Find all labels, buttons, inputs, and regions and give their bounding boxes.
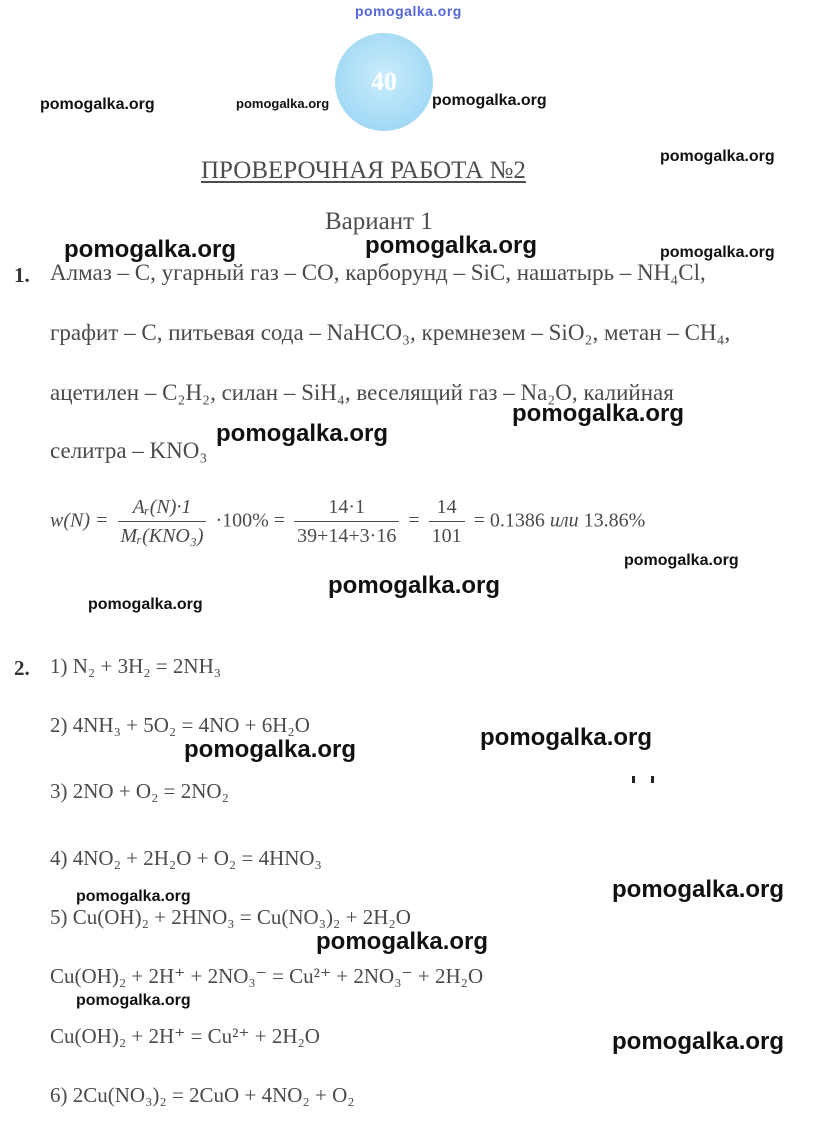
speck-mark	[651, 776, 654, 783]
watermark: pomogalka.org	[184, 736, 357, 763]
equation-3: 3) 2NO + O₂ = 2NO₂	[50, 779, 229, 803]
watermark: pomogalka.org	[612, 876, 785, 903]
question-1-line-1: Алмаз – C, угарный газ – CO, карборунд – SiC, нашатырь – NH₄Cl,	[50, 260, 706, 285]
watermark: pomogalka.org	[624, 552, 739, 569]
watermark: pomogalka.org	[612, 1028, 785, 1055]
fraction-3-numerator: 14	[429, 496, 465, 522]
equation-2: 2) 4NH₃ + 5O₂ = 4NO + 6H₂O	[50, 713, 310, 737]
watermark: pomogalka.org	[76, 992, 191, 1009]
question-2-number: 2.	[14, 656, 30, 680]
watermark: pomogalka.org	[236, 96, 330, 111]
top-site-link[interactable]: pomogalka.org	[355, 3, 462, 19]
formula-percent: 13.86%	[583, 509, 646, 532]
watermark: pomogalka.org	[64, 236, 237, 263]
formula-multiplier: ·100% =	[215, 509, 286, 532]
page-number: 40	[371, 67, 397, 96]
question-1-line-3: ацетилен – C₂H₂, силан – SiH₄, веселящий газ – Na₂O, калийная	[50, 380, 674, 405]
fraction-3	[429, 496, 465, 548]
formula-or: или	[549, 509, 579, 532]
equation-1: 1) N₂ + 3H₂ = 2NH₃	[50, 654, 222, 678]
mass-fraction-formula	[50, 496, 645, 548]
formula-lhs: w(N) =	[50, 509, 109, 532]
fraction-3-denominator: 101	[431, 525, 462, 547]
variant-heading: Вариант 1	[325, 208, 433, 235]
formula-equals: =	[408, 509, 420, 532]
fraction-1	[118, 496, 207, 548]
equation-5: 5) Cu(OH)₂ + 2HNO₃ = Cu(NO₃)₂ + 2H₂O	[50, 905, 411, 929]
fraction-1-numerator: Aᵣ(N)·1	[118, 496, 207, 522]
watermark: pomogalka.org	[40, 96, 155, 113]
question-1-line-4: селитра – KNO₃	[50, 438, 208, 463]
equation-5-full-ionic: Cu(OH)₂ + 2H⁺ + 2NO₃⁻ = Cu²⁺ + 2NO₃⁻ + 2H₂O	[50, 964, 484, 988]
fraction-2-denominator: 39+14+3·16	[297, 525, 397, 547]
watermark: pomogalka.org	[480, 724, 653, 751]
watermark: pomogalka.org	[365, 232, 538, 259]
question-1-line-2: графит – C, питьевая сода – NaHCO₃, кремнезем – SiO₂, метан – CH₄,	[50, 320, 731, 345]
watermark: pomogalka.org	[76, 888, 191, 905]
watermark: pomogalka.org	[512, 400, 685, 427]
equation-4: 4) 4NO₂ + 2H₂O + O₂ = 4HNO₃	[50, 846, 322, 870]
page-title: ПРОВЕРОЧНАЯ РАБОТА №2	[201, 157, 526, 184]
watermark: pomogalka.org	[88, 596, 203, 613]
watermark: pomogalka.org	[328, 572, 501, 599]
watermark: pomogalka.org	[432, 92, 547, 109]
fraction-2	[294, 496, 399, 548]
watermark: pomogalka.org	[660, 244, 775, 261]
watermark: pomogalka.org	[316, 928, 489, 955]
equation-6: 6) 2Cu(NO₃)₂ = 2CuO + 4NO₂ + O₂	[50, 1083, 355, 1107]
watermark: pomogalka.org	[216, 420, 389, 447]
fraction-1-denominator: Mᵣ(KNO₃)	[120, 525, 204, 547]
equation-5-short-ionic: Cu(OH)₂ + 2H⁺ = Cu²⁺ + 2H₂O	[50, 1024, 320, 1048]
watermark: pomogalka.org	[660, 148, 775, 165]
fraction-2-numerator: 14·1	[294, 496, 399, 522]
page-number-badge	[335, 33, 433, 131]
formula-result: = 0.1386	[473, 509, 545, 532]
question-1-number: 1.	[14, 263, 30, 287]
speck-mark	[632, 776, 635, 783]
